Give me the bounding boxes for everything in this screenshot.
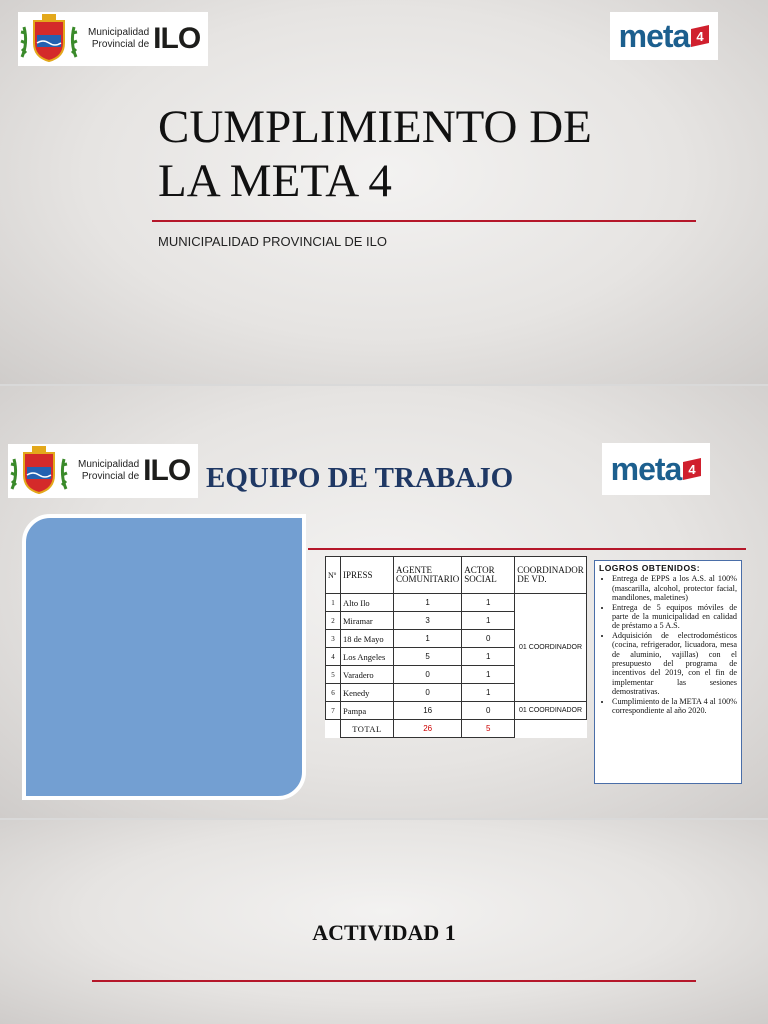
list-item: • Entrega de EPPS a los A.S. al 100% (mascarilla, alcohol, protector facial, mandilones, maletines): [612, 574, 737, 602]
row-actor: 0: [462, 630, 515, 648]
row-ipress: Alto Ilo: [341, 594, 394, 612]
row-ipress: Kenedy: [341, 684, 394, 702]
row-number: 7: [326, 702, 341, 720]
meta4-logo: [602, 443, 710, 495]
ilo-logo-line2: Provincial de: [91, 39, 150, 50]
header-actor: ACTOR SOCIAL: [462, 557, 515, 594]
row-actor: 1: [462, 594, 515, 612]
meta4-logo: [610, 12, 718, 60]
row-agente: 1: [394, 630, 462, 648]
row-actor: 1: [462, 684, 515, 702]
meta4-logo-word: meta: [618, 17, 690, 54]
ilo-logo: [8, 444, 198, 498]
row-agente: 0: [394, 684, 462, 702]
meta4-badge-icon: [683, 458, 701, 480]
row-actor: 1: [462, 666, 515, 684]
title-line-1: CUMPLIMIENTO DE: [158, 101, 592, 153]
row-agente: 0: [394, 666, 462, 684]
total-actor: 5: [462, 720, 515, 738]
row-number: 5: [326, 666, 341, 684]
activity-title: ACTIVIDAD 1: [312, 920, 456, 945]
table-row: [326, 702, 587, 720]
meta4-badge-number: 4: [688, 462, 696, 477]
row-ipress: Varadero: [341, 666, 394, 684]
row-ipress: Miramar: [341, 612, 394, 630]
row-number: 6: [326, 684, 341, 702]
list-item: • Adquisición de electrodomésticos (cocina, refrigerador, licuadora, mesa de aluminio, vajillas) con el presupuesto del programa de incentivos del 2019, con el fin de implementar las sesiones demostrativas.: [612, 631, 737, 697]
team-slide-title: EQUIPO DE TRABAJO: [206, 462, 514, 494]
presentation-title: [158, 100, 718, 208]
ilo-logo-wordmark: ILO: [143, 454, 191, 487]
row-number: 4: [326, 648, 341, 666]
ilo-logo-line1: Municipalidad: [88, 27, 150, 38]
list-item: • Cumplimiento de la META 4 al 100% correspondiente al año 2020.: [612, 697, 737, 716]
row-agente: 5: [394, 648, 462, 666]
row-agente: 3: [394, 612, 462, 630]
ilo-shield-icon: [18, 13, 80, 65]
row-agente: 1: [394, 594, 462, 612]
row-number: 1: [326, 594, 341, 612]
meta4-badge-icon: [691, 25, 709, 47]
total-agente: 26: [394, 720, 462, 738]
ilo-shield-icon: [8, 445, 70, 497]
meta4-logo-word: meta: [610, 450, 682, 487]
row-ipress: Pampa: [341, 702, 394, 720]
title-divider: [152, 220, 696, 222]
title-line-2: LA META 4: [158, 155, 392, 207]
achievements-title: LOGROS OBTENIDOS:: [599, 563, 701, 573]
table-header-row: [326, 557, 587, 594]
achievements-box: [594, 560, 742, 784]
row-number: 2: [326, 612, 341, 630]
slide-title: [0, 0, 768, 384]
header-number: Nº: [326, 557, 341, 594]
header-coordinador: COORDINADOR DE VD.: [515, 557, 587, 594]
ilo-logo: [18, 12, 208, 66]
header-ipress: IPRESS: [341, 557, 394, 594]
coordinator-group-1: 01 COORDINADOR: [515, 594, 587, 702]
slide-activity: [0, 820, 768, 1024]
row-actor: 0: [462, 702, 515, 720]
total-blank-cell: [326, 720, 341, 738]
slide-team: [0, 386, 768, 818]
table-row: [326, 594, 587, 612]
list-item: • Entrega de 5 equipos móviles de parte de la municipalidad en calidad de préstamo a 5 A.S.: [612, 603, 737, 631]
presentation-subtitle: MUNICIPALIDAD PROVINCIAL DE ILO: [158, 234, 387, 249]
team-table: [325, 556, 587, 738]
coordinator-group-2: 01 COORDINADOR: [515, 702, 587, 720]
total-label: TOTAL: [341, 720, 394, 738]
row-number: 3: [326, 630, 341, 648]
row-ipress: 18 de Mayo: [341, 630, 394, 648]
row-ipress: Los Angeles: [341, 648, 394, 666]
achievements-list: [599, 574, 737, 715]
row-actor: 1: [462, 648, 515, 666]
ilo-logo-line2: Provincial de: [81, 471, 140, 482]
header-agente: AGENTE COMUNITARIO: [394, 557, 462, 594]
ilo-logo-wordmark: ILO: [153, 22, 201, 55]
row-actor: 1: [462, 612, 515, 630]
meta4-badge-number: 4: [696, 29, 704, 44]
team-divider: [308, 548, 746, 550]
activity-divider: [92, 980, 696, 982]
table-total-row: [326, 720, 587, 738]
photo-placeholder: [22, 514, 306, 800]
row-agente: 16: [394, 702, 462, 720]
ilo-logo-line1: Municipalidad: [78, 459, 140, 470]
total-blank-cell: [515, 720, 587, 738]
